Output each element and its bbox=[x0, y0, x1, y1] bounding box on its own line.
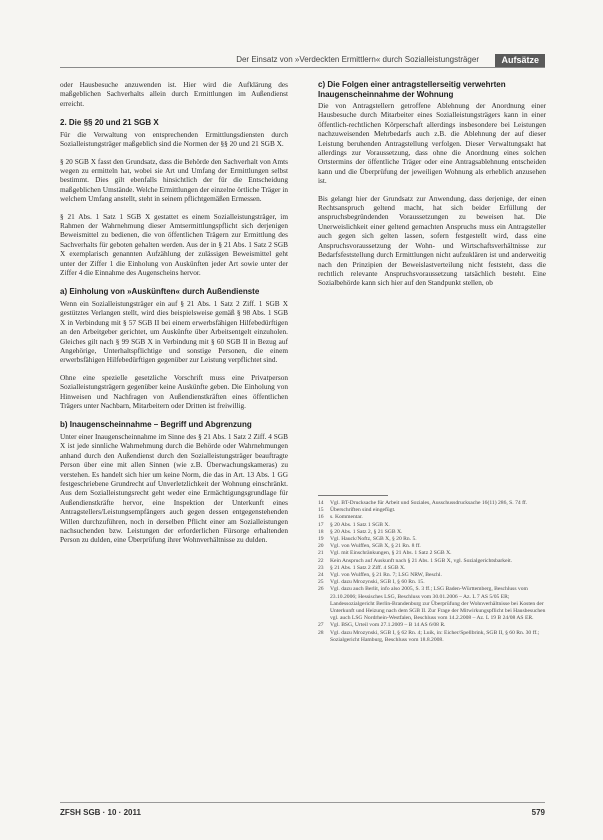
paragraph: Ohne eine spezielle gesetzliche Vorschrift muss eine Privatperson Sozialleistungsträgern gegenüber keine Auskünfte geben. Die Einholung von Hinweisen und Nachfragen von Außendienstkräften eines öffentlichen Trägers unter Nachbarn, Mitarbeitern oder Dritten ist freiwillig. bbox=[60, 372, 288, 410]
paragraph: oder Hausbesuche anzuwenden ist. Hier wird die Aufklärung des maßgeblichen Sachverhalts allein durch Ermittlungen im Außendienst erreicht. bbox=[60, 80, 288, 108]
footnote-text: Kein Anspruch auf Auskunft nach § 21 Abs. 1 SGB X, vgl. Sozialgerichtsbarkeit. bbox=[330, 557, 513, 564]
paragraph: Bis gelangt hier der Grundsatz zur Anwendung, dass derjenige, der einen Rechtsanspruch geltend macht, hat sich beider Erfüllung der anspruchsbegründenden Voraussetzungen zu beweisen hat. Die Unerweislichkeit einer geltend gemachten Anspruchs muss ein Antragsteller auch gegen sich gelten lassen, sofern festgestellt wird, dass eine Anspruchsvoraussetzung der Wohn- und Wirtschaftsverhältnisse zur Bedarfsfeststellung durch Ermittlungen nicht aufzuklären ist und anderweitig nach den Prinzipien der Beweislastverteilung nicht feststeht, dass die rechtlich relevante Anspruchsvoraussetzung tatsächlich besteht. Eine Sozialbehörde kann sich hier auf den Standpunkt stellen, ob bbox=[318, 193, 546, 288]
footnote-number: 19 bbox=[318, 536, 324, 543]
footnote-number: 17 bbox=[318, 521, 324, 528]
left-column bbox=[60, 80, 288, 553]
footnote-text: § 20 Abs. 1 Satz 1 SGB X. bbox=[330, 521, 390, 528]
footnote-text: Vgl. von Wulffen, SGB X, § 21 Rn. 8 ff. bbox=[330, 543, 421, 550]
paragraph: § 20 SGB X fasst den Grundsatz, dass die Behörde den Sachverhalt von Amts wegen zu ermitteln hat, wobei sie Art und Umfang der Ermittlungen selbst bestimmt. Dies gilt ebenfalls hinsichtlich der für die Entscheidung maßgeblichen Umstände. Welche Ermittlungen der einzelne örtliche Träger in welchem Umfang anstellt, steht in seinem pflichtgemäßen Ermessen. bbox=[60, 156, 288, 204]
paragraph: Für die Verwaltung von entsprechenden Ermittlungsdiensten durch Sozialleistungsträger maßgeblich sind die Normen der §§ 20 und 21 SGB X. bbox=[60, 129, 288, 149]
footnote-number: 26 bbox=[318, 586, 324, 593]
footnote bbox=[318, 586, 546, 622]
footnote-text: Vgl. mit Einschränkungen, § 21 Abs. 1 Satz 2 SGB X. bbox=[330, 550, 452, 557]
footnote-text: § 21 Abs. 1 Satz 2 Ziff. 4 SGB X. bbox=[330, 564, 406, 571]
footnote-number: 20 bbox=[318, 543, 324, 550]
footnote-number: 14 bbox=[318, 500, 324, 506]
footnote-text: Vgl. dazu Mrozynski, SGB I, § 60 Rn. 15. bbox=[330, 579, 425, 586]
footnote-number: 28 bbox=[318, 629, 324, 636]
footnote-number: 25 bbox=[318, 579, 324, 586]
footnote-number: 27 bbox=[318, 622, 324, 629]
footnote bbox=[318, 558, 546, 565]
right-column bbox=[318, 80, 546, 296]
footnote-number: 22 bbox=[318, 557, 324, 564]
paragraph: Wenn ein Sozialleistungsträger ein auf § 21 Abs. 1 Satz 2 Ziff. 1 SGB X gestütztes Verlangen stellt, wird dies beispielsweise gemäß § 98 Abs. 1 SGB X in Verbindung mit § 57 SGB II bei einem erwerbsfähigen Hilfebedürftigen an den Arbeitgeber gerichtet, um Auskünfte über Arbeitsentgelt einzuholen. Gleiches gilt nach § 99 SGB X in Verbindung mit § 60 SGB II in Bezug auf Angehörige, Unterhaltspflichtige und sonstige Personen, die einem erwerbsfähigen Hilfebedürftigen gegenüber zur Leistung verpflichtet sind. bbox=[60, 298, 288, 365]
footnote-text: Vgl. Hauck/Noftz, SGB X, § 20 Rn. 5. bbox=[330, 536, 417, 543]
footnote bbox=[318, 572, 546, 579]
paragraph: Unter einer Inaugenscheinnahme im Sinne des § 21 Abs. 1 Satz 2 Ziff. 4 SGB X ist jede sinnliche Wahrnehmung durch die Behörde oder Wahrnehmungen anhand durch den Außendienst durch den Sozialleistungsträger beauftragte Person über eine mit allen Sinnen (wie z.B. Überwachungskameras) zu verstehen. Es handelt sich hier um keine Norm, die das in Art. 13 Abs. 1 GG festgeschriebene Grundrecht auf Unverletzlichkeit der Wohnung einschränkt. Aus dem Sozialleistungsrecht geht weder eine Ermächtigungsgrundlage für Außendienstkräfte hervor, eine Inspektion der Unterkunft eines Antragstellers/Leistungsempfängers auch gegen dessen entgegenstehenden Willen durchzuführen, noch in derselben Pflicht einer am Sozialleistungen nachsuchenden bzw. Leistungen der erforderlichen Fürsorge erhaltenden Person zu dulden, eine Überprüfung ihrer Wohnverhältnisse zu dulden. bbox=[60, 431, 288, 545]
subsection-heading: c) Die Folgen einer antragstellerseitig verwehrten Inaugenscheinnahme der Wohnung bbox=[318, 80, 506, 99]
footnote bbox=[318, 529, 546, 536]
footnote bbox=[318, 514, 546, 521]
footnote bbox=[318, 550, 546, 557]
footnote-number: 18 bbox=[318, 528, 324, 535]
footnote bbox=[318, 565, 546, 572]
footnote bbox=[318, 622, 546, 629]
section-heading: 2. Die §§ 20 und 21 SGB X bbox=[60, 118, 159, 128]
footnote bbox=[318, 630, 546, 644]
paragraph: § 21 Abs. 1 Satz 1 SGB X gestattet es einem Sozialleistungsträger, im Rahmen der Wahrnehmung dieser Amtsermittlungspflicht sich derjenigen Beweismittel zu bedienen, die von öffentlichen Trägern zur Ermittlung des Sachverhalts für geboten gehalten werden. Aus der in § 21 Abs. 1 Satz 2 SGB X exemplarisch genannten Aufzählung der zulässigen Beweismittel geht unter der Ziffer 1 die Einholung von Auskünften jeder Art sowie unter der Ziffer 4 die Einnahme des Augenscheins hervor. bbox=[60, 211, 288, 277]
section-tag: Aufsätze bbox=[495, 54, 545, 67]
footnote-text: s. Kommentar. bbox=[330, 514, 363, 521]
footnote-text: Vgl. von Wulffen, § 21 Rn. 7; LSG NRW, Beschl. bbox=[330, 572, 442, 579]
subsection-heading: b) Inaugenscheinnahme – Begriff und Abgrenzung bbox=[60, 420, 252, 430]
subsection-heading: a) Einholung von »Auskünften« durch Außendienste bbox=[60, 287, 260, 297]
footnote-number: 16 bbox=[318, 514, 324, 521]
footnote-number: 15 bbox=[318, 507, 324, 514]
journal-citation: ZFSH SGB · 10 · 2011 bbox=[60, 808, 141, 817]
footnote-text: Vgl. BT-Drucksache für Arbeit und Soziales, Ausschussdrucksache 16(11) 286, S. 74 ff. bbox=[330, 500, 528, 506]
footnote bbox=[318, 543, 546, 550]
footnote-text: Vgl. dazu auch Berlit, info also 2005, S. 3 ff.; LSG Baden-Württemberg, Beschluss vom 23.10.2006; Hessisches LSG, Beschluss vom 30.01.2006 – Az. L 7 AS 5/05 ER; Landessozialgericht Berlin-Brandenburg zur Überprüfung der Wohnverhältnisse bei Kosten der Unterkunft und Heizung nach dem SGB II. Zur Frage der Mitwirkungspflicht bei Hausbesuchen vgl. auch LSG Nordrhein-Westfalen, Beschluss vom 14.2.2008 – Az. L 19 B 24/08 AS ER. bbox=[330, 586, 546, 622]
footnote-divider bbox=[318, 495, 388, 496]
footer-divider bbox=[60, 802, 545, 803]
running-header bbox=[60, 54, 545, 68]
paragraph: Die von Antragstellern getroffene Ablehnung der Anordnung einer Hausbesuche durch Mitarbeiter eines Sozialleistungsträgers kann in einer öffentlich-rechtlichen Körperschaft allerdings insbesondere bei Leistungen nachzuweisenden Mehrbedarfs auch z.B. die Ablehnung der auf dieser Leistung beruhenden Antragstellung verfolgen. Dieser Verwaltungsakt hat allerdings zur Voraussetzung, dass ohne die Anordnung eines solchen Ortstermins der öffentliche Träger oder eine Antragsablehnung entscheiden kann und die Überprüfung der jeweiligen Wohnung als erheblich anzusehen ist. bbox=[318, 101, 546, 186]
footnote-number: 24 bbox=[318, 572, 324, 579]
footnote-list bbox=[318, 500, 546, 644]
page-number: 579 bbox=[531, 808, 545, 817]
footnote-number: 21 bbox=[318, 550, 324, 557]
footnote-number: 23 bbox=[318, 564, 324, 571]
footnote-text: Überschriften sind eingefügt. bbox=[330, 507, 396, 514]
footnote-text: Vgl. dazu Mrozynski, SGB I, § 62 Rn. 4; Luik, in: Eicher/Spellbrink, SGB II, § 60 Rn. 30 ff.; Sozialgericht Hamburg, Beschluss vom 18.8.2008. bbox=[330, 629, 540, 643]
running-header-title: Der Einsatz von »Verdeckten Ermittlern« durch Sozialleistungsträger bbox=[236, 55, 479, 64]
footnote-text: Vgl. BSG, Urteil vom 27.1.2009 – B 14 AS 6/08 R. bbox=[330, 622, 446, 629]
footnote-text: § 20 Abs. 1 Satz 2, § 21 SGB X. bbox=[330, 528, 403, 535]
footnote bbox=[318, 522, 546, 529]
footnote bbox=[318, 507, 546, 514]
